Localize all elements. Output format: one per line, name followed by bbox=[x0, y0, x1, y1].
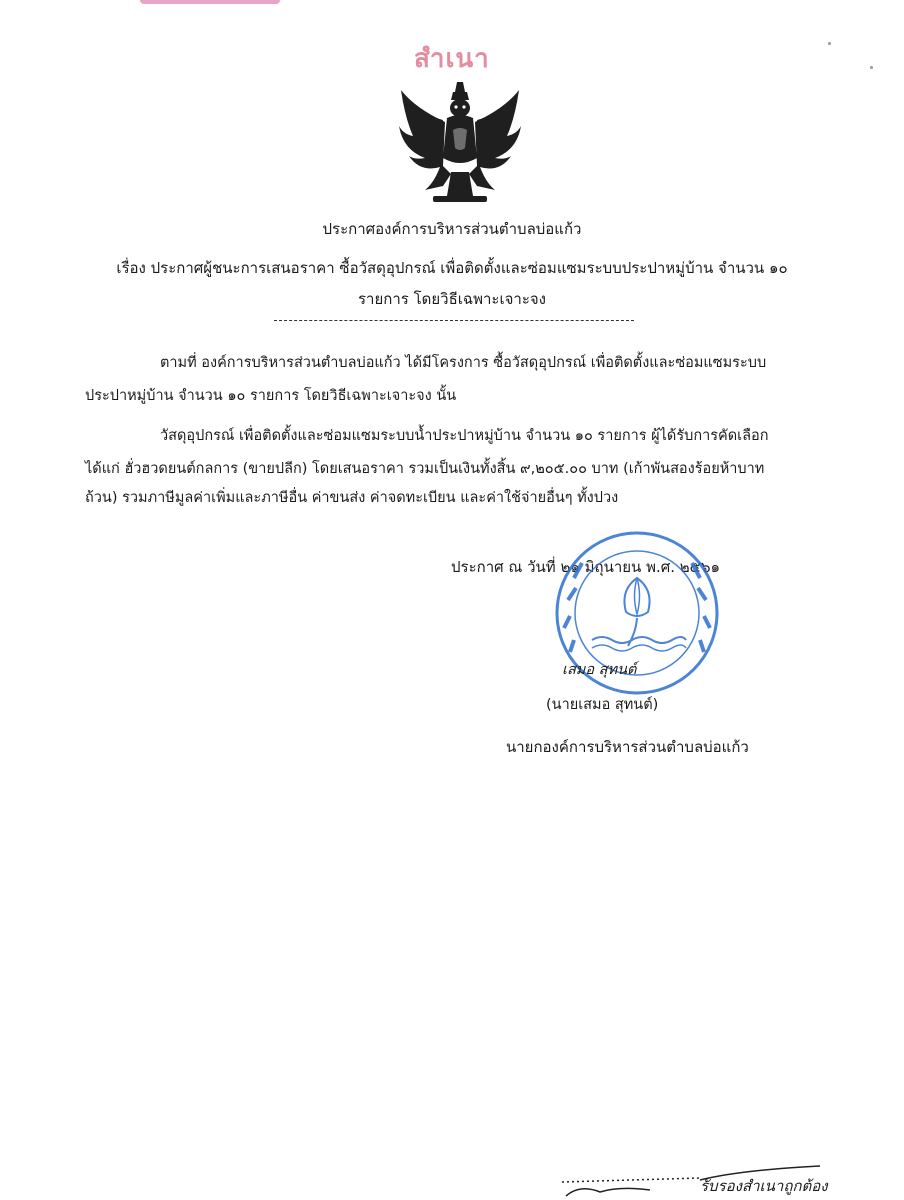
pink-edge-mark bbox=[140, 0, 280, 4]
paragraph-1-line-2: ประปาหมู่บ้าน จำนวน ๑๐ รายการ โดยวิธีเฉพาะเจาะจง นั้น bbox=[85, 388, 457, 404]
signer-position: นายกองค์การบริหารส่วนตำบลบ่อแก้ว bbox=[506, 738, 749, 756]
announcement-date: ประกาศ ณ วันที่ ๒๑ มิถุนายน พ.ศ. ๒๕๖๑ bbox=[451, 558, 721, 576]
scan-speck bbox=[870, 66, 873, 69]
copy-stamp: สำเนา bbox=[414, 44, 490, 74]
scan-speck bbox=[828, 42, 831, 45]
paragraph-1-line-1: ตามที่ องค์การบริหารส่วนตำบลบ่อแก้ว ได้มีโครงการ ซื้อวัสดุอุปกรณ์ เพื่อติดตั้งและซ่อมแซมระบบ bbox=[160, 355, 767, 371]
separator-line bbox=[274, 320, 634, 321]
signer-full-name: (นายเสมอ สุทนต์) bbox=[546, 697, 659, 713]
garuda-emblem-icon bbox=[395, 78, 525, 208]
handwritten-signature: เสมอ สุทนต์ bbox=[562, 662, 637, 678]
announcement-title: ประกาศองค์การบริหารส่วนตำบลบ่อแก้ว bbox=[322, 220, 582, 238]
paragraph-2-line-3: ถ้วน) รวมภาษีมูลค่าเพิ่มและภาษีอื่น ค่าขนส่ง ค่าจดทะเบียน และค่าใช้จ่ายอื่นๆ ทั้งปวง bbox=[85, 490, 619, 506]
paragraph-2-line-2: ได้แก่ ฮั่วฮวดยนต์กลการ (ขายปลีก) โดยเสนอราคา รวมเป็นเงินทั้งสิ้น ๙,๒๐๕.๐๐ บาท (เก้าพันสองร้อยห้าบาท bbox=[85, 461, 765, 477]
paragraph-2-line-1: วัสดุอุปกรณ์ เพื่อติดตั้งและซ่อมแซมระบบน้ำประปาหมู่บ้าน จำนวน ๑๐ รายการ ผู้ได้รับการคัดเลือก bbox=[160, 428, 769, 444]
certified-copy-mark: รับรองสำเนาถูกต้อง bbox=[700, 1177, 828, 1195]
subject-line-1: เรื่อง ประกาศผู้ชนะการเสนอราคา ซื้อวัสดุอุปกรณ์ เพื่อติดตั้งและซ่อมแซมระบบประปาหมู่บ้าน จำนวน ๑๐ bbox=[116, 259, 788, 277]
subject-line-2: รายการ โดยวิธีเฉพาะเจาะจง bbox=[358, 290, 546, 308]
